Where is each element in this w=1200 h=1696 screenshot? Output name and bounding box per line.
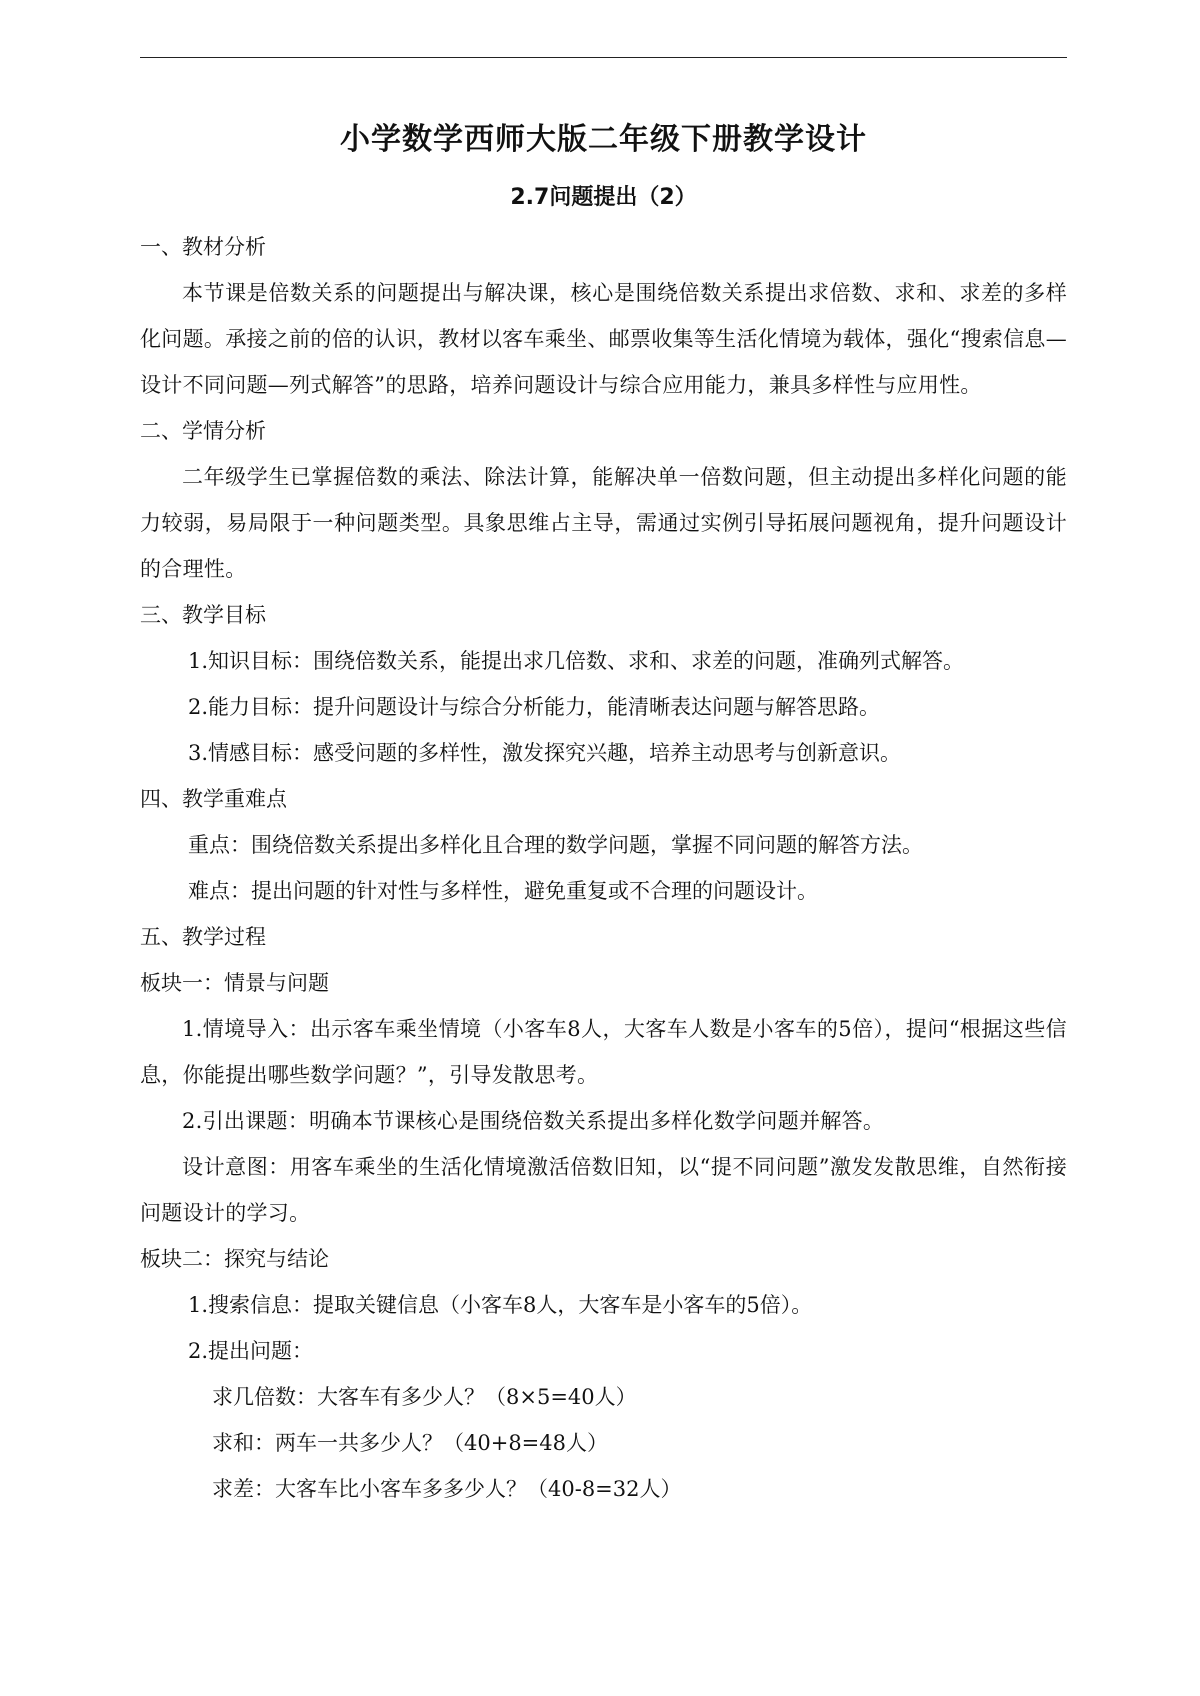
block2-item-ask: 2.提出问题： — [188, 1339, 314, 1363]
section-heading-teaching-process: 五、教学过程 — [140, 925, 266, 949]
goal-emotion: 3.情感目标：感受问题的多样性，激发探究兴趣，培养主动思考与创新意识。 — [188, 741, 902, 765]
header-rule — [140, 57, 1067, 58]
section-heading-teaching-goals: 三、教学目标 — [140, 603, 266, 627]
paragraph-textbook-analysis: 本节课是倍数关系的问题提出与解决课，核心是围绕倍数关系提出求倍数、求和、求差的多样化问题。承接之前的倍的认识，教材以客车乘坐、邮票收集等生活化情境为载体，强化“搜索信息—设计不同问题—列式解答”的思路，培养问题设计与综合应用能力，兼具多样性与应用性。 — [140, 281, 1067, 397]
difficult-point: 难点：提出问题的针对性与多样性，避免重复或不合理的问题设计。 — [188, 879, 818, 903]
goal-knowledge: 1.知识目标：围绕倍数关系，能提出求几倍数、求和、求差的问题，准确列式解答。 — [188, 649, 965, 673]
section-heading-key-difficult: 四、教学重难点 — [140, 787, 287, 811]
question-difference: 求差：大客车比小客车多多少人？（40-8=32人） — [212, 1477, 682, 1501]
paragraph-student-analysis: 二年级学生已掌握倍数的乘法、除法计算，能解决单一倍数问题，但主动提出多样化问题的能力较弱，易局限于一种问题类型。具象思维占主导，需通过实例引导拓展问题视角，提升问题设计的合理性。 — [140, 465, 1067, 581]
section-heading-student-analysis: 二、学情分析 — [140, 419, 266, 443]
question-multiple: 求几倍数：大客车有多少人？（8×5=40人） — [212, 1385, 637, 1409]
block1-design-intent: 设计意图：用客车乘坐的生活化情境激活倍数旧知，以“提不同问题”激发发散思维，自然衔接问题设计的学习。 — [140, 1155, 1067, 1225]
block-heading-explore: 板块二：探究与结论 — [140, 1247, 329, 1271]
block2-item-search: 1.搜索信息：提取关键信息（小客车8人，大客车是小客车的5倍）。 — [188, 1293, 813, 1317]
key-point: 重点：围绕倍数关系提出多样化且合理的数学问题，掌握不同问题的解答方法。 — [188, 833, 923, 857]
lesson-subtitle: 2.7问题提出（2） — [510, 185, 697, 210]
document-title: 小学数学西师大版二年级下册教学设计 — [340, 122, 867, 157]
block-heading-scenario: 板块一：情景与问题 — [140, 971, 329, 995]
document-body — [140, 118, 1067, 1512]
section-heading-textbook-analysis: 一、教材分析 — [140, 235, 266, 259]
goal-ability: 2.能力目标：提升问题设计与综合分析能力，能清晰表达问题与解答思路。 — [188, 695, 881, 719]
question-sum: 求和：两车一共多少人？（40+8=48人） — [212, 1431, 608, 1455]
block1-item-situation: 1.情境导入：出示客车乘坐情境（小客车8人，大客车人数是小客车的5倍），提问“根据这些信息，你能提出哪些数学问题？”，引导发散思考。 — [140, 1017, 1067, 1087]
block1-item-topic: 2.引出课题：明确本节课核心是围绕倍数关系提出多样化数学问题并解答。 — [182, 1109, 885, 1133]
